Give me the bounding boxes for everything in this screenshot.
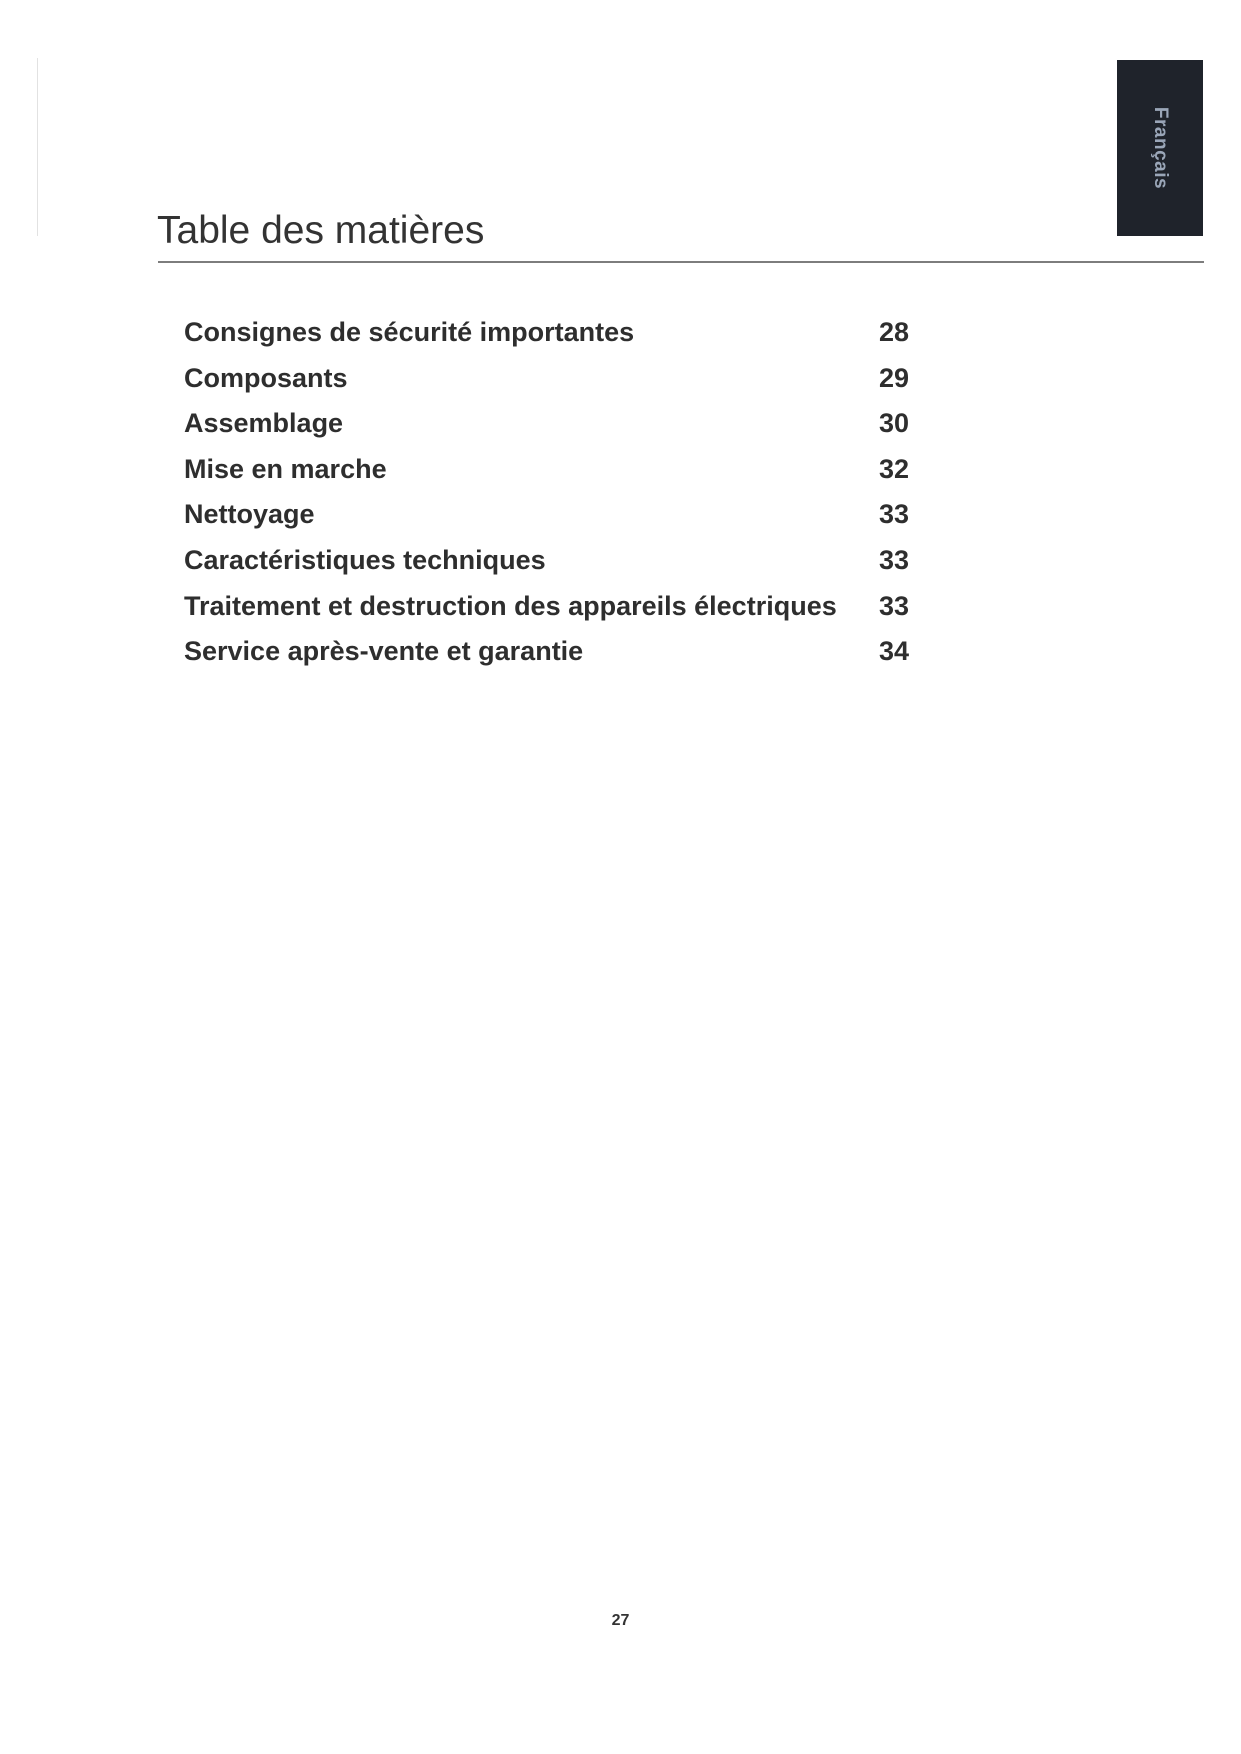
toc-entry: Composants [184, 362, 348, 393]
toc-entry: Assemblage [184, 408, 344, 439]
toc-entry: Service après-vente et garantie [184, 636, 584, 667]
toc-entry: Nettoyage [184, 499, 315, 530]
toc-entry: Caractéristiques techniques [184, 544, 546, 575]
toc-row [184, 401, 924, 447]
table-of-contents [184, 310, 924, 675]
toc-page-number: 33 [879, 544, 910, 575]
toc-entry: Mise en marche [184, 453, 387, 484]
toc-page-number: 32 [879, 453, 910, 484]
toc-row [184, 310, 924, 356]
toc-entry: Traitement et destruction des appareils électriques [184, 590, 837, 621]
footer-page-number: 27 [611, 1612, 630, 1629]
page-title: Table des matières [157, 209, 485, 252]
toc-page-number: 30 [879, 408, 910, 439]
title-divider [158, 261, 1204, 263]
toc-row [184, 447, 924, 493]
toc-row [184, 629, 924, 675]
toc-page-number: 34 [879, 636, 910, 667]
toc-row [184, 584, 924, 630]
language-tab-label: Français [1150, 106, 1171, 190]
toc-page-number: 33 [879, 590, 910, 621]
toc-page-number: 33 [879, 499, 910, 530]
toc-row [184, 538, 924, 584]
toc-entry: Consignes de sécurité importantes [184, 317, 635, 347]
margin-rule [37, 58, 38, 236]
language-tab [1117, 60, 1203, 236]
toc-row [184, 492, 924, 538]
toc-row [184, 356, 924, 402]
toc-page-number: 28 [879, 317, 910, 347]
toc-page-number: 29 [879, 362, 910, 393]
